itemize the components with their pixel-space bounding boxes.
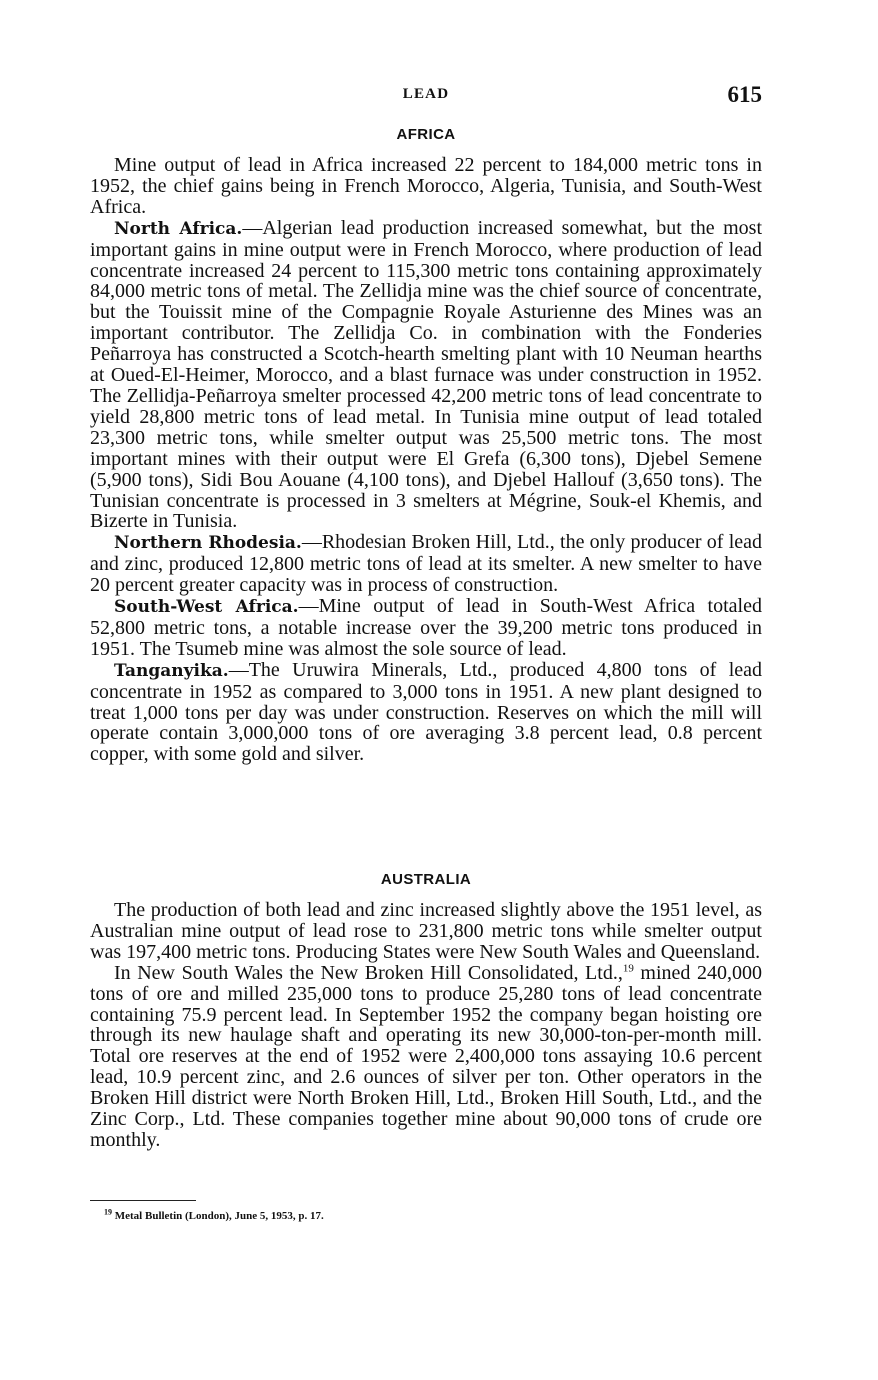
footnote-mark: 19 bbox=[104, 1207, 112, 1217]
section-australia-body bbox=[90, 900, 762, 1151]
runin-heading-tanganyika: Tanganyika. bbox=[114, 660, 229, 681]
footnote bbox=[104, 1207, 324, 1222]
running-head-title: LEAD bbox=[402, 86, 450, 102]
paragraph-text: Mine output of lead in Africa increased 22 percent to 184,000 metric tons in 1952, the chief gains being in French Morocco, Algeria, Tunisia, and South-West Africa. bbox=[90, 154, 762, 218]
paragraph-tanganyika bbox=[90, 660, 762, 766]
section-heading-australia: AUSTRALIA bbox=[380, 871, 472, 888]
paragraph-text: —Rhodesian Broken Hill, Ltd., the only producer of lead and zinc, produced 12,800 metric tons of lead at its smelter. A new smelter to have 20 percent greater capacity was in process of construction. bbox=[90, 531, 763, 597]
paragraph-text: —Mine output of lead in South-West Africa totaled 52,800 metric tons, a notable increase over the 39,200 metric tons produced in 1951. The Tsumeb mine was almost the sole source of lead. bbox=[90, 595, 762, 660]
running-head bbox=[90, 82, 762, 112]
footnote-reference: 19 bbox=[622, 962, 634, 975]
paragraph-northern-rhodesia bbox=[90, 532, 762, 596]
section-heading-africa: AFRICA bbox=[396, 126, 456, 143]
paragraph-australia-intro bbox=[90, 900, 762, 963]
paragraph-africa-intro bbox=[90, 155, 762, 218]
paragraph-text: —Algerian lead production increased somewhat, but the most important gains in mine output were in French Morocco, where production of lead concentrate increased 24 percent to 115,300 metric tons containing approximately 84,000 metric tons of metal. The Zellidja mine was the chief source of concentrate, but the Touissit mine of the Compagnie Royale Asturienne des Mines was an important contributor. The Zellidja Co. in combination with the Fonderies Peñarroya has constructed a Scotch-hearth smelting plant with 10 Neuman hearths at Oued-El-Heimer, Morocco, and a blast furnace was under construction in 1952. The Zellidja-Peñarroya smelter processed 42,200 metric tons of lead concentrate to yield 28,800 metric tons of lead metal. In Tunisia mine output of lead totaled 23,300 metric tons, while smelter output was 25,500 metric tons. The most important mines with their output were El Grefa (6,300 tons), Djebel Semene (5,900 tons), Sidi Bou Aouane (4,100 tons), and Djebel Hallouf (3,650 tons). The Tunisian concentrate is processed in 3 smelters at Mégrine, Souk-el Khemis, and Bizerte in Tunisia. bbox=[90, 216, 763, 533]
paragraph-north-africa bbox=[90, 218, 762, 533]
paragraph-text: The production of both lead and zinc increased slightly above the 1951 level, as Australian mine output of lead rose to 231,800 metric tons while smelter output was 197,400 metric tons. Producing States were New South Wales and Queensland. bbox=[90, 899, 762, 963]
footnote-text: Metal Bulletin (London), June 5, 1953, p. 17. bbox=[112, 1210, 324, 1222]
paragraph-text-continued: mined 240,000 tons of ore and milled 235,000 tons to produce 25,280 tons of lead concentrate containing 75.9 percent lead. In September 1952 the company began hoisting ore through its new haulage shaft and operating its new 30,000-ton-per-month mill. Total ore reserves at the end of 1952 were 2,400,000 tons assaying 10.6 percent lead, 10.9 percent zinc, and 2.6 ounces of silver per ton. Other operators in the Broken Hill district were North Broken Hill, Ltd., Broken Hill South, Ltd., and the Zinc Corp., Ltd. These companies together mine about 90,000 tons of crude ore monthly. bbox=[90, 961, 762, 1151]
paragraph-text: —The Uruwira Minerals, Ltd., produced 4,800 tons of lead concentrate in 1952 as compared to 3,000 tons in 1951. A new plant designed to treat 1,000 tons per day was under construction. Reserves on which the mill will operate contain 3,000,000 tons of ore averaging 3.8 percent lead, 0.8 percent copper, with some gold and silver. bbox=[90, 658, 762, 766]
paragraph-south-west-africa bbox=[90, 596, 762, 660]
paragraph-text: In New South Wales the New Broken Hill Consolidated, Ltd., bbox=[114, 961, 623, 984]
section-africa-body bbox=[90, 155, 762, 765]
page-number: 615 bbox=[727, 82, 762, 107]
paragraph-new-south-wales bbox=[90, 963, 762, 1151]
runin-heading-south-west-africa: South-West Africa. bbox=[114, 597, 299, 618]
runin-heading-north-africa: North Africa. bbox=[114, 218, 243, 239]
footnote-rule bbox=[90, 1200, 196, 1201]
runin-heading-northern-rhodesia: Northern Rhodesia. bbox=[114, 533, 302, 554]
